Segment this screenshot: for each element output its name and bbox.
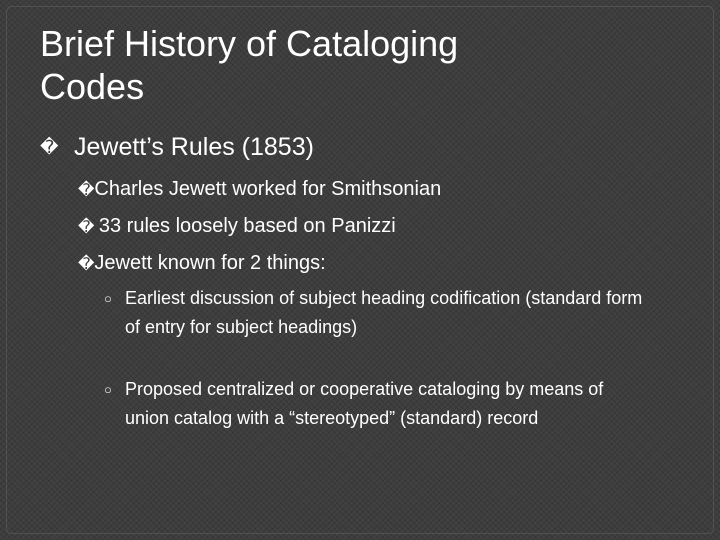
bullet-icon: �	[78, 219, 99, 236]
circle-bullet-icon: ○	[104, 291, 112, 306]
circle-bullet-icon: ○	[104, 382, 112, 397]
bullet-level3-item	[104, 284, 645, 342]
bullet-level1-text: Jewett’s Rules (1853)	[74, 133, 314, 161]
bullet-level3-text: Proposed centralized or cooperative cataloging by means of union catalog with a “stereotyped” (standard) record	[125, 379, 604, 428]
bullet-level3-item	[104, 375, 645, 433]
bullet-level3-text: Earliest discussion of subject heading codification (standard form of entry for subject headings)	[125, 288, 643, 337]
bullet-level1	[40, 131, 314, 163]
bullet-level2-text: Jewett known for 2 things:	[94, 252, 326, 274]
bullet-level2-text: Charles Jewett worked for Smithsonian	[94, 178, 442, 200]
bullet-icon: �	[78, 182, 95, 199]
slide-title: Brief History of Cataloging Codes	[40, 23, 459, 107]
bullet-level2-item	[78, 176, 441, 204]
bullet-level2-item	[78, 213, 396, 241]
bullet-level2-text: 33 rules loosely based on Panizzi	[98, 215, 396, 237]
bullet-icon: �	[78, 256, 95, 273]
bullet-level2-item	[78, 250, 326, 278]
bullet-icon: �	[40, 137, 59, 157]
